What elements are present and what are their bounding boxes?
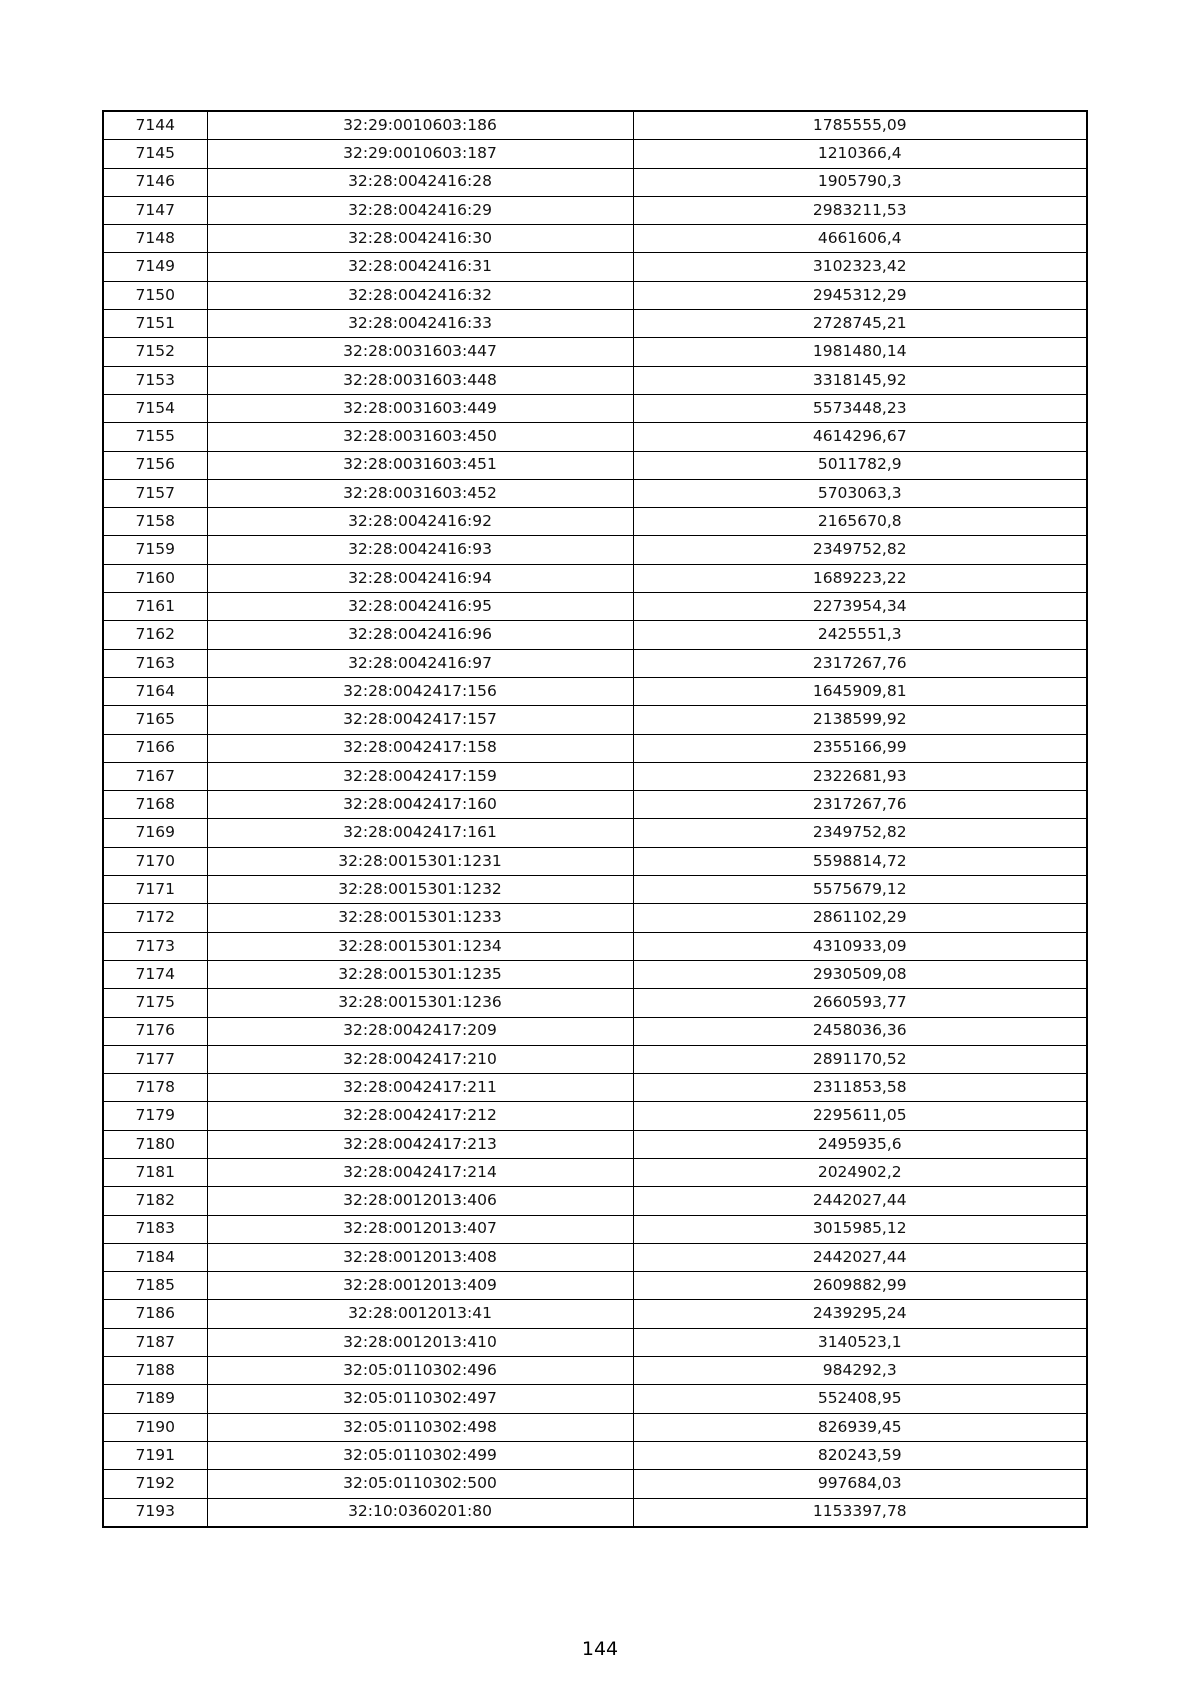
table-row bbox=[103, 281, 1087, 309]
cadastral-value-cell: 5598814,72 bbox=[633, 847, 1087, 875]
row-number-cell: 7170 bbox=[103, 847, 207, 875]
row-number-cell: 7183 bbox=[103, 1215, 207, 1243]
cadastral-value-cell: 4661606,4 bbox=[633, 225, 1087, 253]
cadastral-value-cell: 3140523,1 bbox=[633, 1328, 1087, 1356]
row-number-cell: 7172 bbox=[103, 904, 207, 932]
cadastral-value-cell: 3015985,12 bbox=[633, 1215, 1087, 1243]
table-row bbox=[103, 1243, 1087, 1271]
row-number-cell: 7149 bbox=[103, 253, 207, 281]
cadastral-number-cell: 32:05:0110302:496 bbox=[207, 1357, 633, 1385]
table-row bbox=[103, 508, 1087, 536]
row-number-cell: 7161 bbox=[103, 593, 207, 621]
row-number-cell: 7184 bbox=[103, 1243, 207, 1271]
table-row bbox=[103, 394, 1087, 422]
cadastral-value-cell: 2322681,93 bbox=[633, 762, 1087, 790]
table-row bbox=[103, 593, 1087, 621]
page-number: 144 bbox=[581, 1638, 619, 1660]
row-number-cell: 7159 bbox=[103, 536, 207, 564]
row-number-cell: 7187 bbox=[103, 1328, 207, 1356]
row-number-cell: 7167 bbox=[103, 762, 207, 790]
row-number-cell: 7190 bbox=[103, 1413, 207, 1441]
table-row bbox=[103, 1413, 1087, 1441]
table-row bbox=[103, 706, 1087, 734]
table-row bbox=[103, 904, 1087, 932]
row-number-cell: 7154 bbox=[103, 394, 207, 422]
cadastral-number-cell: 32:28:0042417:209 bbox=[207, 1017, 633, 1045]
cadastral-value-cell: 5011782,9 bbox=[633, 451, 1087, 479]
cadastral-value-cell: 2442027,44 bbox=[633, 1243, 1087, 1271]
row-number-cell: 7185 bbox=[103, 1272, 207, 1300]
row-number-cell: 7144 bbox=[103, 111, 207, 140]
table-row bbox=[103, 1441, 1087, 1469]
cadastral-value-cell: 552408,95 bbox=[633, 1385, 1087, 1413]
table-row bbox=[103, 932, 1087, 960]
table-row bbox=[103, 621, 1087, 649]
row-number-cell: 7176 bbox=[103, 1017, 207, 1045]
row-number-cell: 7178 bbox=[103, 1074, 207, 1102]
cadastral-value-cell: 2165670,8 bbox=[633, 508, 1087, 536]
row-number-cell: 7168 bbox=[103, 791, 207, 819]
cadastral-value-cell: 2355166,99 bbox=[633, 734, 1087, 762]
cadastral-value-cell: 2861102,29 bbox=[633, 904, 1087, 932]
cadastral-number-cell: 32:28:0042417:157 bbox=[207, 706, 633, 734]
cadastral-value-cell: 3102323,42 bbox=[633, 253, 1087, 281]
row-number-cell: 7152 bbox=[103, 338, 207, 366]
row-number-cell: 7173 bbox=[103, 932, 207, 960]
row-number-cell: 7150 bbox=[103, 281, 207, 309]
cadastral-number-cell: 32:28:0042416:28 bbox=[207, 168, 633, 196]
table-row bbox=[103, 1074, 1087, 1102]
cadastral-number-cell: 32:28:0042416:97 bbox=[207, 649, 633, 677]
cadastral-number-cell: 32:28:0015301:1232 bbox=[207, 876, 633, 904]
table-row bbox=[103, 140, 1087, 168]
row-number-cell: 7192 bbox=[103, 1470, 207, 1498]
table-row bbox=[103, 677, 1087, 705]
cadastral-value-cell: 4310933,09 bbox=[633, 932, 1087, 960]
cadastral-number-cell: 32:28:0031603:447 bbox=[207, 338, 633, 366]
row-number-cell: 7166 bbox=[103, 734, 207, 762]
row-number-cell: 7177 bbox=[103, 1045, 207, 1073]
table-row bbox=[103, 819, 1087, 847]
cadastral-number-cell: 32:28:0015301:1233 bbox=[207, 904, 633, 932]
cadastral-value-cell: 2891170,52 bbox=[633, 1045, 1087, 1073]
cadastral-value-cell: 4614296,67 bbox=[633, 423, 1087, 451]
table-row bbox=[103, 310, 1087, 338]
table-row bbox=[103, 1045, 1087, 1073]
cadastral-number-cell: 32:28:0042417:160 bbox=[207, 791, 633, 819]
table-row bbox=[103, 564, 1087, 592]
row-number-cell: 7188 bbox=[103, 1357, 207, 1385]
table-row bbox=[103, 1130, 1087, 1158]
cadastral-number-cell: 32:28:0031603:449 bbox=[207, 394, 633, 422]
table-row bbox=[103, 989, 1087, 1017]
cadastral-value-cell: 820243,59 bbox=[633, 1441, 1087, 1469]
row-number-cell: 7146 bbox=[103, 168, 207, 196]
cadastral-value-cell: 826939,45 bbox=[633, 1413, 1087, 1441]
row-number-cell: 7181 bbox=[103, 1158, 207, 1186]
cadastral-value-cell: 2728745,21 bbox=[633, 310, 1087, 338]
table-row bbox=[103, 1357, 1087, 1385]
cadastral-number-cell: 32:28:0042417:158 bbox=[207, 734, 633, 762]
cadastral-number-cell: 32:28:0042416:93 bbox=[207, 536, 633, 564]
cadastral-number-cell: 32:28:0042417:159 bbox=[207, 762, 633, 790]
row-number-cell: 7174 bbox=[103, 960, 207, 988]
cadastral-number-cell: 32:28:0042417:156 bbox=[207, 677, 633, 705]
table-row bbox=[103, 1102, 1087, 1130]
row-number-cell: 7179 bbox=[103, 1102, 207, 1130]
table-row bbox=[103, 253, 1087, 281]
cadastral-value-cell: 2317267,76 bbox=[633, 791, 1087, 819]
cadastral-value-cell: 984292,3 bbox=[633, 1357, 1087, 1385]
table-row bbox=[103, 196, 1087, 224]
cadastral-value-cell: 3318145,92 bbox=[633, 366, 1087, 394]
row-number-cell: 7162 bbox=[103, 621, 207, 649]
cadastral-value-cell: 2024902,2 bbox=[633, 1158, 1087, 1186]
cadastral-value-cell: 997684,03 bbox=[633, 1470, 1087, 1498]
cadastral-value-cell: 2609882,99 bbox=[633, 1272, 1087, 1300]
cadastral-value-cell: 1210366,4 bbox=[633, 140, 1087, 168]
cadastral-number-cell: 32:28:0015301:1235 bbox=[207, 960, 633, 988]
table-row bbox=[103, 847, 1087, 875]
cadastral-number-cell: 32:05:0110302:498 bbox=[207, 1413, 633, 1441]
row-number-cell: 7163 bbox=[103, 649, 207, 677]
cadastral-value-cell: 2495935,6 bbox=[633, 1130, 1087, 1158]
table-row bbox=[103, 1300, 1087, 1328]
table-row bbox=[103, 649, 1087, 677]
table-row bbox=[103, 791, 1087, 819]
table-row bbox=[103, 1498, 1087, 1527]
table-row bbox=[103, 1470, 1087, 1498]
row-number-cell: 7182 bbox=[103, 1187, 207, 1215]
cadastral-number-cell: 32:28:0015301:1231 bbox=[207, 847, 633, 875]
row-number-cell: 7155 bbox=[103, 423, 207, 451]
row-number-cell: 7165 bbox=[103, 706, 207, 734]
table-row bbox=[103, 168, 1087, 196]
cadastral-value-cell: 2660593,77 bbox=[633, 989, 1087, 1017]
cadastral-value-cell: 2930509,08 bbox=[633, 960, 1087, 988]
cadastral-number-cell: 32:10:0360201:80 bbox=[207, 1498, 633, 1527]
row-number-cell: 7158 bbox=[103, 508, 207, 536]
cadastral-value-cell: 1905790,3 bbox=[633, 168, 1087, 196]
cadastral-value-cell: 2458036,36 bbox=[633, 1017, 1087, 1045]
cadastral-number-cell: 32:28:0031603:452 bbox=[207, 479, 633, 507]
cadastral-number-cell: 32:28:0042417:210 bbox=[207, 1045, 633, 1073]
cadastral-number-cell: 32:28:0042416:33 bbox=[207, 310, 633, 338]
cadastral-number-cell: 32:28:0042416:92 bbox=[207, 508, 633, 536]
row-number-cell: 7157 bbox=[103, 479, 207, 507]
table-row bbox=[103, 1017, 1087, 1045]
table-row bbox=[103, 366, 1087, 394]
cadastral-value-cell: 1785555,09 bbox=[633, 111, 1087, 140]
table-row bbox=[103, 111, 1087, 140]
cadastral-value-cell: 2439295,24 bbox=[633, 1300, 1087, 1328]
cadastral-number-cell: 32:28:0042416:29 bbox=[207, 196, 633, 224]
cadastral-number-cell: 32:05:0110302:499 bbox=[207, 1441, 633, 1469]
cadastral-number-cell: 32:28:0031603:450 bbox=[207, 423, 633, 451]
cadastral-number-cell: 32:28:0042416:32 bbox=[207, 281, 633, 309]
table-body bbox=[103, 111, 1087, 1527]
cadastral-value-table bbox=[102, 110, 1088, 1528]
cadastral-number-cell: 32:28:0012013:407 bbox=[207, 1215, 633, 1243]
row-number-cell: 7193 bbox=[103, 1498, 207, 1527]
cadastral-value-cell: 1981480,14 bbox=[633, 338, 1087, 366]
row-number-cell: 7171 bbox=[103, 876, 207, 904]
table-row bbox=[103, 1328, 1087, 1356]
row-number-cell: 7189 bbox=[103, 1385, 207, 1413]
cadastral-number-cell: 32:28:0042416:31 bbox=[207, 253, 633, 281]
table-row bbox=[103, 1215, 1087, 1243]
table-row bbox=[103, 1158, 1087, 1186]
table-row bbox=[103, 536, 1087, 564]
cadastral-number-cell: 32:28:0042417:213 bbox=[207, 1130, 633, 1158]
cadastral-number-cell: 32:28:0012013:408 bbox=[207, 1243, 633, 1271]
cadastral-number-cell: 32:05:0110302:500 bbox=[207, 1470, 633, 1498]
row-number-cell: 7180 bbox=[103, 1130, 207, 1158]
cadastral-value-cell: 2425551,3 bbox=[633, 621, 1087, 649]
row-number-cell: 7148 bbox=[103, 225, 207, 253]
cadastral-value-cell: 1153397,78 bbox=[633, 1498, 1087, 1527]
cadastral-number-cell: 32:28:0031603:448 bbox=[207, 366, 633, 394]
row-number-cell: 7153 bbox=[103, 366, 207, 394]
cadastral-value-cell: 2311853,58 bbox=[633, 1074, 1087, 1102]
table-row bbox=[103, 1187, 1087, 1215]
cadastral-value-cell: 5573448,23 bbox=[633, 394, 1087, 422]
cadastral-value-cell: 2983211,53 bbox=[633, 196, 1087, 224]
cadastral-number-cell: 32:28:0012013:410 bbox=[207, 1328, 633, 1356]
cadastral-value-cell: 2295611,05 bbox=[633, 1102, 1087, 1130]
table-row bbox=[103, 876, 1087, 904]
cadastral-number-cell: 32:29:0010603:186 bbox=[207, 111, 633, 140]
row-number-cell: 7169 bbox=[103, 819, 207, 847]
cadastral-number-cell: 32:28:0042416:95 bbox=[207, 593, 633, 621]
row-number-cell: 7145 bbox=[103, 140, 207, 168]
cadastral-number-cell: 32:28:0012013:41 bbox=[207, 1300, 633, 1328]
cadastral-number-cell: 32:28:0042417:212 bbox=[207, 1102, 633, 1130]
cadastral-number-cell: 32:28:0042416:94 bbox=[207, 564, 633, 592]
row-number-cell: 7156 bbox=[103, 451, 207, 479]
table-row bbox=[103, 479, 1087, 507]
cadastral-value-cell: 5703063,3 bbox=[633, 479, 1087, 507]
cadastral-number-cell: 32:28:0012013:409 bbox=[207, 1272, 633, 1300]
cadastral-number-cell: 32:28:0031603:451 bbox=[207, 451, 633, 479]
cadastral-value-cell: 2442027,44 bbox=[633, 1187, 1087, 1215]
cadastral-value-cell: 2349752,82 bbox=[633, 819, 1087, 847]
table-row bbox=[103, 762, 1087, 790]
table-row bbox=[103, 225, 1087, 253]
cadastral-value-cell: 5575679,12 bbox=[633, 876, 1087, 904]
cadastral-number-cell: 32:28:0015301:1234 bbox=[207, 932, 633, 960]
cadastral-value-cell: 2945312,29 bbox=[633, 281, 1087, 309]
table-row bbox=[103, 734, 1087, 762]
table-row bbox=[103, 960, 1087, 988]
row-number-cell: 7147 bbox=[103, 196, 207, 224]
table-row bbox=[103, 338, 1087, 366]
cadastral-number-cell: 32:28:0042416:96 bbox=[207, 621, 633, 649]
cadastral-number-cell: 32:28:0042417:211 bbox=[207, 1074, 633, 1102]
table-row bbox=[103, 451, 1087, 479]
row-number-cell: 7151 bbox=[103, 310, 207, 338]
table-row bbox=[103, 1272, 1087, 1300]
table-row bbox=[103, 1385, 1087, 1413]
cadastral-number-cell: 32:28:0042417:214 bbox=[207, 1158, 633, 1186]
cadastral-value-cell: 2273954,34 bbox=[633, 593, 1087, 621]
row-number-cell: 7164 bbox=[103, 677, 207, 705]
cadastral-number-cell: 32:29:0010603:187 bbox=[207, 140, 633, 168]
cadastral-number-cell: 32:28:0042417:161 bbox=[207, 819, 633, 847]
cadastral-value-cell: 1689223,22 bbox=[633, 564, 1087, 592]
cadastral-number-cell: 32:28:0015301:1236 bbox=[207, 989, 633, 1017]
cadastral-value-cell: 1645909,81 bbox=[633, 677, 1087, 705]
cadastral-value-cell: 2349752,82 bbox=[633, 536, 1087, 564]
row-number-cell: 7175 bbox=[103, 989, 207, 1017]
cadastral-number-cell: 32:28:0012013:406 bbox=[207, 1187, 633, 1215]
cadastral-number-cell: 32:28:0042416:30 bbox=[207, 225, 633, 253]
cadastral-number-cell: 32:05:0110302:497 bbox=[207, 1385, 633, 1413]
row-number-cell: 7191 bbox=[103, 1441, 207, 1469]
cadastral-value-cell: 2317267,76 bbox=[633, 649, 1087, 677]
row-number-cell: 7160 bbox=[103, 564, 207, 592]
row-number-cell: 7186 bbox=[103, 1300, 207, 1328]
cadastral-value-cell: 2138599,92 bbox=[633, 706, 1087, 734]
table-row bbox=[103, 423, 1087, 451]
